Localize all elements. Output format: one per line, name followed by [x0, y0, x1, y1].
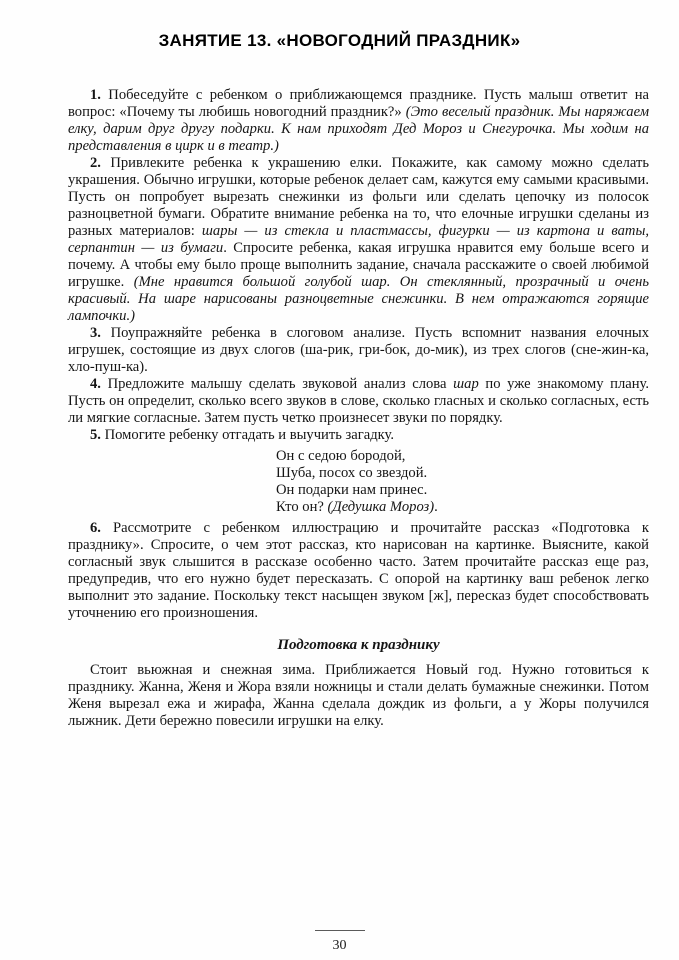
paragraph-2-number: 2.	[90, 155, 101, 171]
paragraph-1-text: Побеседуйте с ребенком о приближающемся празднике. Пусть малыш ответит на вопрос: «Почему ты любишь новогодний праздник?»	[68, 87, 649, 120]
riddle-line-2: Шуба, посох со звездой.	[276, 465, 428, 481]
paragraph-6-number: 6.	[90, 520, 101, 536]
story-text: Стоит вьюжная и снежная зима. Приближается Новый год. Нужно готовиться к празднику. Жанна, Женя и Жора взяли ножницы и стали делать бумажные снежинки. Потом Женя вырезал ежа и жирафа, Жанна сделала дождик из фольги, а у Жоры получился лыжник. Дети бережно повесили игрушки на елку.	[68, 662, 649, 729]
paragraph-6	[68, 520, 649, 622]
paragraph-2-text: Привлеките ребенка к украшению елки. Покажите, как самому можно сделать украшения. Обычно игрушки, которые ребенок делает сам, кажутся ему самыми красивыми. Пусть он попробует вырезать снежинки из фольги или сделать цепочку из полосок разноцветной бумаги. Обратите внимание ребенка на то, что елочные игрушки сделаны из разных материалов:	[68, 155, 649, 239]
paragraph-3	[68, 325, 649, 376]
paragraph-2-sample-answer: (Мне нравится большой голубой шар. Он стеклянный, прозрачный и очень красивый. На шаре нарисованы разноцветные снежинки. В нем отражаются горящие лампочки.)	[68, 274, 650, 324]
riddle-poem	[276, 448, 649, 516]
story-heading: Подготовка к празднику	[277, 637, 440, 653]
paragraph-5-number: 5.	[90, 427, 101, 443]
paragraph-2-text-2: . Спросите ребенка, какая игрушка нравится ему больше всего и почему. А чтобы ему было проще выполнить задание, сначала расскажите о своей любимой игрушке.	[68, 240, 649, 290]
paragraph-5	[68, 427, 649, 444]
paragraph-4	[68, 376, 649, 427]
paragraph-6-text: Рассмотрите с ребенком иллюстрацию и прочитайте рассказ «Подготовка к празднику». Спросите, о чем этот рассказ, кто нарисован на картинке. Выясните, какой согласный звук слышится в рассказе особенно часто. Затем прочитайте рассказ еще раз, предупредив, что его нужно будет пересказать. С опорой на картинку ваш ребенок легко выполнит это задание. Поскольку текст насыщен звуком [ж], пересказ будет способствовать уточнению его произношения.	[68, 520, 649, 621]
paragraph-2-materials: шары — из стекла и пластмассы, фигурки — из картона и ваты, серпантин — из бумаги	[68, 223, 649, 256]
paragraph-4-text-2: по уже знакомому плану. Пусть он определит, сколько всего звуков в слове, сколько гласных и сколько согласных, есть ли мягкие согласные. Затем пусть четко произнесет звуки по порядку.	[68, 376, 650, 426]
riddle-line-4-period: .	[434, 499, 438, 515]
paragraph-4-number: 4.	[90, 376, 101, 392]
page-footer	[0, 918, 679, 953]
lesson-title: ЗАНЯТИЕ 13. «НОВОГОДНИЙ ПРАЗДНИК»	[158, 31, 521, 50]
paragraph-2	[68, 155, 649, 325]
lesson-content	[68, 87, 649, 730]
paragraph-4-text: Предложите малышу сделать звуковой анализ слова	[100, 376, 454, 392]
riddle-line-4	[276, 499, 649, 516]
paragraph-5-text: Помогите ребенку отгадать и выучить загадку.	[100, 427, 395, 443]
paragraph-1-number: 1.	[90, 87, 101, 103]
paragraph-4-word: шар	[453, 376, 479, 392]
paragraph-3-text: Поупражняйте ребенка в слоговом анализе. Пусть вспомнит названия елочных игрушек, состоящие из двух слогов (ша-рик, гри-бок, до-мик), из трех слогов (сне-жин-ка, хло-пуш-ка).	[68, 325, 649, 375]
paragraph-1	[68, 87, 649, 155]
riddle-line-3: Он подарки нам принес.	[276, 482, 428, 498]
paragraph-1-sample-answer: (Это веселый праздник. Мы наряжаем елку, дарим друг другу подарки. К нам приходят Дед Мороз и Снегурочка. Мы ходим на представления в цирк и в театр.)	[68, 104, 650, 154]
riddle-line-1: Он с седою бородой,	[276, 448, 406, 464]
paragraph-3-number: 3.	[90, 325, 101, 341]
riddle-answer: (Дедушка Мороз)	[327, 499, 435, 515]
riddle-question: Кто он?	[276, 499, 328, 515]
page-number: 30	[332, 938, 347, 953]
footer-divider	[315, 930, 365, 931]
